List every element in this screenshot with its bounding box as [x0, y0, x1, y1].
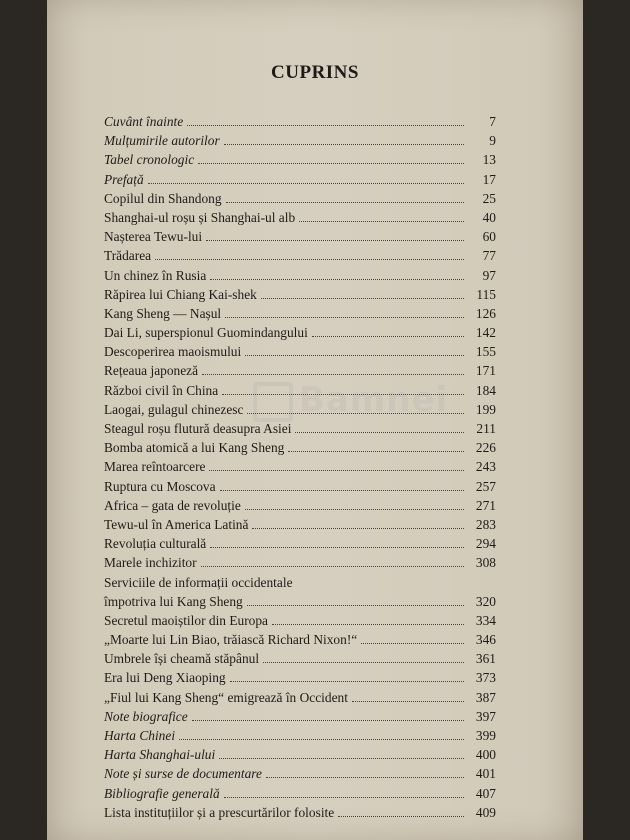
toc-entry	[104, 651, 496, 670]
toc-page-number: 243	[475, 459, 496, 475]
toc-entry	[104, 287, 496, 306]
toc-entry-title: Marea reîntoarcere	[104, 459, 206, 475]
toc-page-number: 409	[475, 804, 496, 820]
toc-page-number: 7	[489, 114, 496, 129]
toc-entry-title: Era lui Deng Xiaoping	[104, 670, 226, 686]
toc-entry-title: Shanghai-ul roșu și Shanghai-ul alb	[104, 209, 296, 225]
toc-entry-title: Revoluția culturală	[104, 536, 207, 552]
toc-leader-dots	[155, 259, 464, 260]
toc-entry	[104, 363, 496, 382]
toc-entry-title: Ruptura cu Moscova	[104, 478, 216, 494]
toc-entry-title: Note și surse de documentare	[104, 766, 262, 782]
toc-leader-dots	[245, 355, 464, 356]
toc-leader-dots	[261, 298, 464, 299]
toc-entry-title: Lista instituțiilor și a prescurtărilor folosite	[104, 804, 335, 820]
toc-entry	[104, 747, 496, 766]
toc-entry-title: Un chinez în Rusia	[104, 267, 207, 283]
toc-page-number: 25	[482, 190, 496, 206]
toc-entry-title: Kang Sheng — Nașul	[104, 305, 222, 321]
toc-leader-dots	[226, 202, 464, 203]
toc-entry-title: Bomba atomică a lui Kang Sheng	[104, 440, 285, 456]
toc-leader-dots	[201, 566, 464, 567]
toc-entry	[104, 555, 496, 574]
toc-leader-dots	[352, 701, 464, 702]
toc-page-number: 407	[475, 785, 496, 801]
toc-leader-dots	[192, 720, 464, 721]
toc-leader-dots	[230, 681, 464, 682]
toc-entry	[104, 766, 496, 785]
toc-leader-dots	[247, 605, 464, 606]
toc-page-number: 155	[475, 344, 496, 360]
toc-entry-title: Mulțumirile autorilor	[104, 133, 220, 149]
toc-leader-dots	[206, 240, 464, 241]
toc-page-number: 283	[475, 516, 496, 532]
toc-entry	[104, 613, 496, 632]
toc-entry	[104, 421, 496, 440]
toc-page-number: 399	[475, 728, 496, 743]
toc-entry-title: „Fiul lui Kang Sheng“ emigrează în Occident	[104, 689, 348, 705]
toc-entry	[104, 709, 496, 728]
toc-entry	[104, 670, 496, 689]
toc-leader-dots	[210, 279, 464, 280]
toc-entry	[104, 133, 496, 152]
toc-leader-dots	[202, 374, 464, 375]
toc-leader-dots	[224, 797, 464, 798]
toc-entry-title: Tabel cronologic	[104, 152, 195, 168]
toc-entry	[104, 229, 496, 248]
toc-leader-dots	[252, 528, 464, 529]
toc-entry-title: Rețeaua japoneză	[104, 363, 199, 379]
toc-entry-title: Cuvânt înainte	[104, 114, 184, 129]
toc-entry	[104, 690, 496, 709]
toc-entry	[104, 594, 496, 613]
toc-leader-dots	[295, 432, 464, 433]
toc-leader-dots	[361, 643, 464, 644]
toc-entry-title: Răpirea lui Chiang Kai-shek	[104, 286, 257, 302]
toc-entry-title: Note biografice	[104, 708, 188, 724]
toc-page-number: 373	[475, 670, 496, 686]
toc-entry-title: Copilul din Shandong	[104, 190, 222, 206]
toc-leader-dots	[198, 163, 464, 164]
toc-page-number: 397	[475, 708, 496, 724]
toc-leader-dots	[225, 317, 464, 318]
toc-entry	[104, 383, 496, 402]
toc-entry-title: Steagul roșu flutură deasupra Asiei	[104, 421, 292, 436]
toc-entry-title: Harta Chinei	[104, 728, 176, 743]
toc-leader-dots	[224, 144, 464, 145]
toc-leader-dots	[209, 470, 464, 471]
toc-page-number: 60	[482, 229, 496, 245]
toc-page-number: 97	[482, 267, 496, 283]
toc-leader-dots	[312, 336, 464, 337]
toc-entry-title: Serviciile de informații occidentale	[104, 574, 293, 590]
toc-page-number: 346	[475, 632, 496, 648]
toc-entry	[104, 306, 496, 325]
toc-entry	[104, 459, 496, 478]
toc-page-number: 115	[476, 286, 496, 302]
toc-page-number: 257	[475, 478, 496, 494]
toc-entry-title: Marele inchizitor	[104, 555, 197, 571]
page-title: CUPRINS	[271, 62, 359, 83]
toc-entry	[104, 728, 496, 747]
toc-entry-title: împotriva lui Kang Sheng	[104, 593, 243, 609]
toc-page-number: 387	[475, 689, 496, 705]
toc-entry	[104, 536, 496, 555]
toc-page-number: 401	[475, 766, 496, 782]
toc-entry	[104, 248, 496, 267]
toc-leader-dots	[210, 547, 464, 548]
toc-page-number: 184	[475, 382, 496, 398]
toc-entry-title: Umbrele își cheamă stăpânul	[104, 651, 260, 667]
toc-page-number: 400	[475, 747, 496, 763]
toc-entry-title: Război civil în China	[104, 382, 219, 398]
toc-entry	[104, 805, 496, 824]
toc-page-number: 171	[475, 363, 496, 379]
toc-page-number: 9	[489, 133, 496, 149]
toc-leader-dots	[272, 624, 464, 625]
toc-leader-dots	[179, 739, 464, 740]
toc-entry-title: Africa – gata de revoluție	[104, 497, 241, 513]
toc-entry	[104, 479, 496, 498]
toc-leader-dots	[263, 662, 464, 663]
toc-entry	[104, 268, 496, 287]
toc-page-number: 17	[482, 171, 496, 187]
toc-entry	[104, 191, 496, 210]
toc-page-number: 294	[475, 536, 496, 552]
toc-page-number: 142	[475, 325, 496, 341]
toc-leader-dots	[266, 777, 464, 778]
toc-entry	[104, 344, 496, 363]
toc-entry-title: Secretul maoiștilor din Europa	[104, 612, 268, 628]
toc-entry-title: Harta Shanghai-ului	[104, 747, 216, 763]
toc-page-number: 308	[475, 555, 496, 571]
toc-entry	[104, 517, 496, 536]
toc-entry	[104, 325, 496, 344]
toc-leader-dots	[338, 816, 464, 817]
table-of-contents	[104, 114, 496, 824]
toc-entry	[104, 172, 496, 191]
toc-entry-title: Bibliografie generală	[104, 785, 220, 801]
toc-page-number: 13	[482, 152, 496, 168]
toc-leader-dots	[247, 413, 464, 414]
toc-entry	[104, 575, 496, 594]
toc-entry-title: Descoperirea maoismului	[104, 344, 242, 360]
toc-leader-dots	[219, 758, 464, 759]
toc-leader-dots	[288, 451, 464, 452]
toc-entry	[104, 114, 496, 133]
toc-leader-dots	[222, 394, 464, 395]
toc-entry	[104, 498, 496, 517]
toc-leader-dots	[187, 125, 464, 126]
toc-page-number: 77	[482, 248, 496, 264]
toc-page-number: 211	[476, 421, 496, 436]
toc-page-number: 271	[475, 497, 496, 513]
toc-entry	[104, 632, 496, 651]
toc-entry-title: Nașterea Tewu-lui	[104, 229, 203, 245]
toc-page-number: 226	[475, 440, 496, 456]
toc-entry-title: Tewu-ul în America Latină	[104, 516, 249, 532]
toc-leader-dots	[148, 183, 464, 184]
watermark-text: Bamnei	[299, 380, 449, 420]
toc-entry	[104, 402, 496, 421]
toc-leader-dots	[245, 509, 464, 510]
toc-page-number: 320	[475, 593, 496, 609]
toc-entry	[104, 786, 496, 805]
toc-page-number: 334	[475, 612, 496, 628]
toc-page-number: 199	[475, 401, 496, 417]
toc-entry	[104, 440, 496, 459]
toc-entry-title: Prefață	[104, 171, 144, 187]
toc-page-number: 40	[482, 209, 496, 225]
toc-entry-title: „Moarte lui Lin Biao, trăiască Richard Nixon!“	[104, 632, 358, 648]
toc-leader-dots	[299, 221, 464, 222]
toc-entry	[104, 210, 496, 229]
toc-entry-title: Trădarea	[104, 248, 152, 264]
toc-page-number: 126	[475, 305, 496, 321]
toc-page-number: 361	[475, 651, 496, 667]
toc-entry-title: Laogai, gulagul chinezesc	[104, 401, 244, 417]
toc-entry	[104, 152, 496, 171]
toc-entry-title: Dai Li, superspionul Guomindangului	[104, 325, 308, 341]
toc-leader-dots	[220, 490, 464, 491]
